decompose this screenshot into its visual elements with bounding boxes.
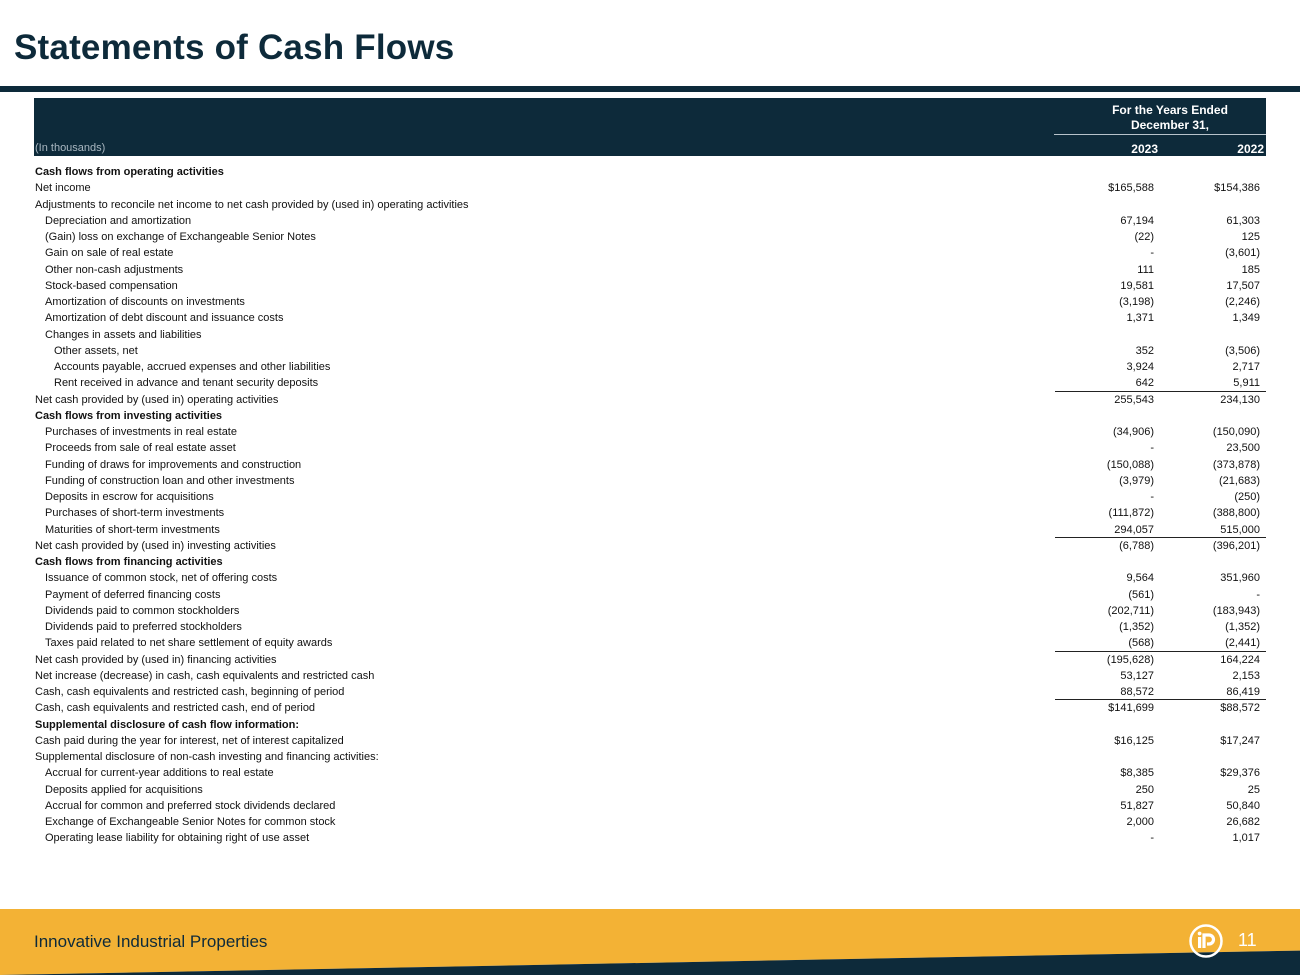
table-row — [35, 603, 1266, 619]
period-line-1: For the Years Ended — [1112, 103, 1228, 117]
value-2023: (202,711) — [1107, 604, 1154, 617]
table-row — [35, 684, 1266, 700]
value-2022: 25 — [1247, 783, 1260, 796]
value-2022: 125 — [1241, 231, 1260, 243]
row-label: Other assets, net — [54, 344, 138, 357]
value-2022: (396,201) — [1212, 539, 1260, 552]
table-row — [35, 213, 1266, 229]
value-2022: 515,000 — [1220, 523, 1260, 536]
row-label: Depreciation and amortization — [45, 214, 192, 227]
value-2023: 352 — [1135, 344, 1154, 357]
value-2022: (2,441) — [1225, 637, 1260, 650]
value-2023: (561) — [1128, 588, 1154, 601]
period-heading — [1070, 103, 1270, 133]
row-label: Net cash provided by (used in) investing activities — [35, 539, 276, 552]
value-2023: 111 — [1137, 263, 1154, 276]
value-2023: - — [1150, 442, 1154, 455]
value-2022: (150,090) — [1212, 426, 1260, 438]
table-row — [35, 765, 1266, 781]
value-2022: (183,943) — [1212, 604, 1260, 617]
row-label: Rent received in advance and tenant security deposits — [54, 377, 319, 390]
value-2023: $165,588 — [1108, 182, 1154, 195]
value-2022: 2,153 — [1232, 669, 1260, 682]
value-2023: (3,979) — [1119, 474, 1154, 487]
value-2022: $29,376 — [1220, 767, 1260, 780]
table-row — [35, 798, 1266, 814]
row-label: Supplemental disclosure of cash flow information: — [35, 718, 300, 731]
value-2022: 1,349 — [1232, 312, 1260, 325]
row-label: Maturities of short-term investments — [45, 523, 220, 536]
value-2022: $17,247 — [1220, 734, 1260, 747]
table-row — [35, 749, 1266, 765]
value-2023: 2,000 — [1126, 816, 1154, 828]
table-row — [35, 668, 1266, 684]
row-label: Net income — [35, 182, 91, 195]
value-2022: 185 — [1241, 263, 1260, 276]
row-label: Funding of draws for improvements and construction — [45, 458, 302, 471]
row-label: Other non-cash adjustments — [45, 263, 184, 276]
table-row — [35, 229, 1266, 245]
value-2022: 5,911 — [1233, 377, 1260, 390]
value-2022: 26,682 — [1226, 816, 1260, 828]
table-row — [35, 440, 1266, 456]
table-row — [35, 587, 1266, 603]
table-row — [35, 700, 1266, 716]
row-label: Dividends paid to preferred stockholders — [45, 621, 242, 633]
value-2023: 642 — [1135, 377, 1154, 390]
row-label: Cash flows from financing activities — [35, 556, 223, 568]
value-2023: $141,699 — [1108, 702, 1154, 715]
row-label: Purchases of short-term investments — [45, 507, 225, 520]
value-2023: 255,543 — [1114, 393, 1154, 406]
row-label: Deposits in escrow for acquisitions — [45, 491, 214, 503]
value-2023: (22) — [1134, 231, 1154, 243]
page-number: 11 — [1238, 930, 1257, 950]
table-row — [35, 635, 1266, 651]
cash-flow-table — [35, 164, 1266, 847]
row-label: Net cash provided by (used in) financing activities — [35, 653, 277, 666]
value-2022: 50,840 — [1226, 799, 1260, 812]
row-label: Exchange of Exchangeable Senior Notes for common stock — [45, 816, 336, 828]
value-2023: (568) — [1128, 637, 1154, 650]
value-2022: (250) — [1234, 491, 1260, 503]
row-label: Dividends paid to common stockholders — [45, 604, 240, 617]
value-2023: $8,385 — [1120, 767, 1154, 780]
value-2022: $154,386 — [1214, 182, 1260, 195]
year-2023-header: 2023 — [1131, 142, 1158, 156]
row-label: Amortization of debt discount and issuance costs — [45, 312, 284, 325]
value-2023: (150,088) — [1106, 458, 1154, 471]
section-header-row — [35, 717, 1266, 733]
table-row — [35, 570, 1266, 586]
year-2022-header: 2022 — [1237, 142, 1264, 156]
table-row — [35, 262, 1266, 278]
value-2022: $88,572 — [1220, 702, 1260, 715]
row-label: Net increase (decrease) in cash, cash equivalents and restricted cash — [35, 669, 375, 682]
value-2023: - — [1150, 247, 1154, 260]
title-divider — [0, 86, 1300, 92]
table-row — [35, 782, 1266, 798]
row-label: Purchases of investments in real estate — [45, 426, 237, 438]
row-label: Net cash provided by (used in) operating activities — [35, 393, 279, 406]
value-2023: 88,572 — [1120, 686, 1154, 698]
row-label: Accounts payable, accrued expenses and other liabilities — [54, 361, 331, 373]
value-2023: 53,127 — [1120, 669, 1154, 682]
table-row — [35, 457, 1266, 473]
row-label: Proceeds from sale of real estate asset — [45, 442, 236, 455]
value-2022: 234,130 — [1220, 393, 1260, 406]
value-2022: - — [1256, 588, 1260, 601]
row-label: Payment of deferred financing costs — [45, 588, 221, 601]
value-2022: (1,352) — [1225, 621, 1260, 633]
row-label: Accrual for common and preferred stock dividends declared — [45, 799, 336, 812]
value-2023: - — [1150, 832, 1154, 845]
value-2022: 2,717 — [1232, 361, 1260, 373]
value-2022: 351,960 — [1220, 572, 1260, 585]
period-line-2: December 31, — [1130, 118, 1210, 132]
row-label: Issuance of common stock, net of offering costs — [45, 572, 278, 585]
table-row — [35, 245, 1266, 261]
value-2023: (6,788) — [1119, 539, 1154, 552]
value-2022: (21,683) — [1219, 474, 1260, 487]
value-2023: 3,924 — [1126, 361, 1154, 373]
units-label: (In thousands) — [35, 142, 106, 154]
table-row — [35, 489, 1266, 505]
table-row — [35, 327, 1266, 343]
table-row — [35, 392, 1266, 408]
table-row — [35, 424, 1266, 440]
value-2023: $16,125 — [1114, 734, 1154, 747]
table-row — [35, 180, 1266, 196]
value-2022: 17,507 — [1226, 279, 1260, 292]
value-2023: (34,906) — [1113, 426, 1154, 438]
value-2022: 61,303 — [1226, 214, 1260, 227]
row-label: Cash, cash equivalents and restricted cash, end of period — [35, 702, 316, 715]
value-2022: 86,419 — [1226, 686, 1260, 698]
value-2023: 250 — [1135, 783, 1154, 796]
table-row — [35, 294, 1266, 310]
value-2022: (3,601) — [1225, 247, 1260, 260]
value-2023: 1,371 — [1126, 312, 1154, 325]
value-2022: (388,800) — [1212, 507, 1260, 520]
value-2022: 1,017 — [1232, 832, 1260, 845]
value-2022: 164,224 — [1220, 653, 1260, 666]
row-label: Funding of construction loan and other investments — [45, 474, 295, 487]
row-label: Deposits applied for acquisitions — [45, 783, 203, 796]
value-2023: 9,564 — [1126, 572, 1154, 585]
table-row — [35, 310, 1266, 326]
period-heading-rule — [1054, 134, 1266, 135]
table-row — [35, 652, 1266, 668]
row-label: Cash paid during the year for interest, net of interest capitalized — [35, 734, 344, 747]
table-row — [35, 522, 1266, 538]
table-row — [35, 375, 1266, 391]
value-2023: 51,827 — [1120, 799, 1154, 812]
table-row — [35, 343, 1266, 359]
section-header-row — [35, 164, 1266, 180]
section-header-row — [35, 554, 1266, 570]
table-row — [35, 197, 1266, 213]
row-label: Changes in assets and liabilities — [45, 328, 202, 341]
row-label: Cash, cash equivalents and restricted cash, beginning of period — [35, 686, 345, 698]
value-2023: - — [1150, 491, 1154, 503]
page-title: Statements of Cash Flows — [14, 28, 455, 67]
value-2023: 294,057 — [1114, 523, 1154, 536]
row-label: Stock-based compensation — [45, 279, 178, 292]
value-2023: (3,198) — [1119, 296, 1154, 308]
table-row — [35, 278, 1266, 294]
table-row — [35, 505, 1266, 521]
company-name: Innovative Industrial Properties — [34, 932, 268, 951]
row-label: Operating lease liability for obtaining right of use asset — [45, 832, 310, 845]
table-row — [35, 733, 1266, 749]
table-row — [35, 814, 1266, 830]
row-label: Gain on sale of real estate — [45, 247, 174, 260]
table-row — [35, 830, 1266, 846]
row-label: Adjustments to reconcile net income to net cash provided by (used in) operating activities — [35, 198, 469, 211]
value-2023: 19,581 — [1120, 279, 1154, 292]
table-row — [35, 538, 1266, 554]
iip-logo-icon — [1189, 924, 1223, 958]
row-label: Cash flows from operating activities — [35, 166, 224, 178]
row-label: Cash flows from investing activities — [35, 409, 223, 422]
section-header-row — [35, 408, 1266, 424]
value-2023: (1,352) — [1119, 621, 1154, 633]
value-2022: (373,878) — [1212, 458, 1260, 471]
value-2022: (2,246) — [1225, 296, 1260, 308]
value-2023: (195,628) — [1106, 653, 1154, 666]
table-row — [35, 619, 1266, 635]
row-label: Amortization of discounts on investments — [45, 296, 245, 308]
value-2022: 23,500 — [1226, 442, 1260, 455]
value-2022: (3,506) — [1225, 344, 1260, 357]
row-label: Taxes paid related to net share settlement of equity awards — [45, 637, 333, 650]
row-label: Accrual for current-year additions to real estate — [45, 767, 274, 780]
value-2023: 67,194 — [1120, 214, 1154, 227]
row-label: Supplemental disclosure of non-cash investing and financing activities: — [35, 751, 379, 763]
value-2023: (111,872) — [1108, 507, 1154, 520]
row-label: (Gain) loss on exchange of Exchangeable Senior Notes — [45, 231, 316, 243]
table-row — [35, 473, 1266, 489]
table-row — [35, 359, 1266, 375]
